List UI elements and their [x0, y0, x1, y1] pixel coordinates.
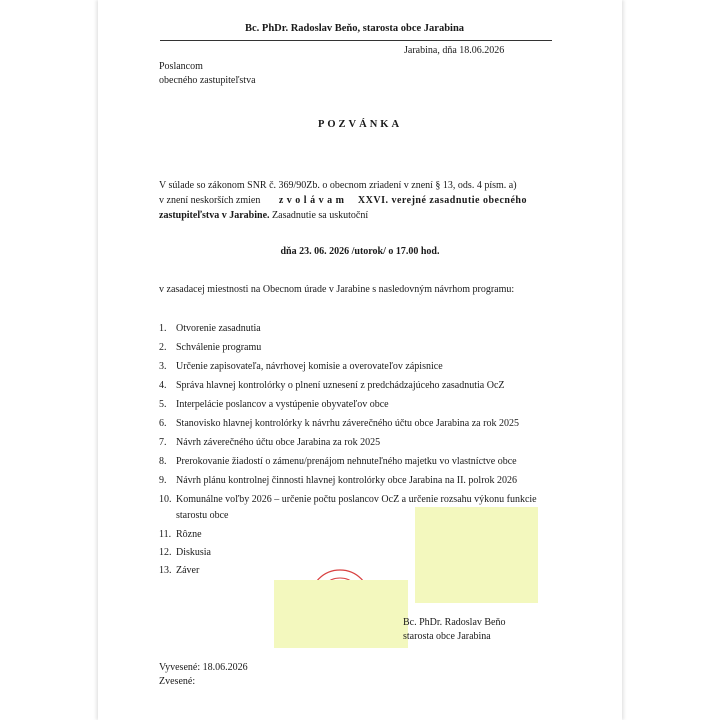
agenda-item-text: Komunálne voľby 2026 – určenie počtu poslancov OcZ a určenie rozsahu výkonu funkcie: [176, 494, 537, 505]
agenda-item-number: 2.: [159, 342, 167, 353]
document-title: POZVÁNKA: [317, 119, 403, 130]
session-name: XXVI. verejné zasadnutie obecného: [357, 195, 527, 206]
header-divider: [160, 40, 552, 41]
intro-line-3: [159, 210, 368, 221]
agenda-item-text: Prerokovanie žiadostí o zámenu/prenájom nehnuteľného majetku vo vlastníctve obce: [176, 456, 517, 467]
agenda-item-number: 5.: [159, 399, 167, 410]
redacted-stamp: [274, 580, 408, 648]
agenda-item-text: starostu obce: [176, 510, 229, 521]
agenda-item-text: Návrh plánu kontrolnej činnosti hlavnej kontrolórky obce Jarabina na II. polrok 2026: [176, 475, 518, 486]
posted-date: Vyvesené: 18.06.2026: [159, 662, 248, 673]
agenda-item-number: 12.: [159, 547, 172, 558]
agenda-item-text: Určenie zapisovateľa, návrhovej komisie a overovateľov zápisnice: [176, 361, 443, 372]
agenda-item-number: 10.: [159, 494, 172, 505]
addressee-line-2: obecného zastupiteľstva: [159, 75, 256, 86]
document-date: Jarabina, dňa 18.06.2026: [404, 45, 505, 56]
agenda-item-text: Schválenie programu: [176, 342, 262, 353]
agenda-item-number: 1.: [159, 323, 167, 334]
meeting-time: dňa 23. 06. 2026 /utorok/ o 17.00 hod.: [280, 246, 440, 257]
agenda-item-number: 9.: [159, 475, 167, 486]
redacted-signature: [415, 507, 538, 603]
intro-line-2: [159, 195, 552, 206]
agenda-item-text: Stanovisko hlavnej kontrolórky k návrhu záverečného účtu obce Jarabina za rok 2025: [176, 418, 519, 429]
agenda-item-text: Diskusia: [176, 547, 211, 558]
council-name: zastupiteľstva v Jarabine.: [159, 210, 270, 221]
agenda-item-text: Záver: [176, 565, 200, 576]
agenda-item-number: 7.: [159, 437, 167, 448]
agenda-item-text: Správa hlavnej kontrolórky o plnení uznesení z predchádzajúceho zasadnutia OcZ: [176, 380, 505, 391]
intro-tail: Zasadnutie sa uskutoční: [269, 210, 369, 221]
signatory-role: starosta obce Jarabina: [403, 631, 491, 642]
signatory-name: Bc. PhDr. Radoslav Beňo: [403, 617, 506, 628]
agenda-item-text: Interpelácie poslancov a vystúpenie obyvateľov obce: [176, 399, 389, 410]
intro-line-1: V súlade so zákonom SNR č. 369/90Zb. o obecnom zriadení v znení § 13, ods. 4 písm. a): [159, 180, 517, 191]
agenda-item-text: Rôzne: [176, 529, 202, 540]
agenda-item-number: 8.: [159, 456, 167, 467]
intro-text: v znení neskorších zmien: [159, 195, 261, 206]
addressee-line-1: Poslancom: [159, 61, 203, 72]
removed-date: Zvesené:: [159, 676, 196, 687]
meeting-location: v zasadacej miestnosti na Obecnom úrade v Jarabine s nasledovným návrhom programu:: [159, 284, 515, 295]
convene-word: zvolávam: [278, 195, 348, 206]
agenda-item-number: 13.: [159, 565, 172, 576]
agenda-item-number: 4.: [159, 380, 167, 391]
letterhead: Bc. PhDr. Radoslav Beňo, starosta obce Jarabina: [245, 23, 465, 34]
agenda-item-number: 6.: [159, 418, 167, 429]
agenda-item-text: Návrh záverečného účtu obce Jarabina za rok 2025: [176, 437, 381, 448]
agenda-item-number: 11.: [159, 529, 172, 540]
agenda-item-number: 3.: [159, 361, 167, 372]
agenda-item-text: Otvorenie zasadnutia: [176, 323, 261, 334]
